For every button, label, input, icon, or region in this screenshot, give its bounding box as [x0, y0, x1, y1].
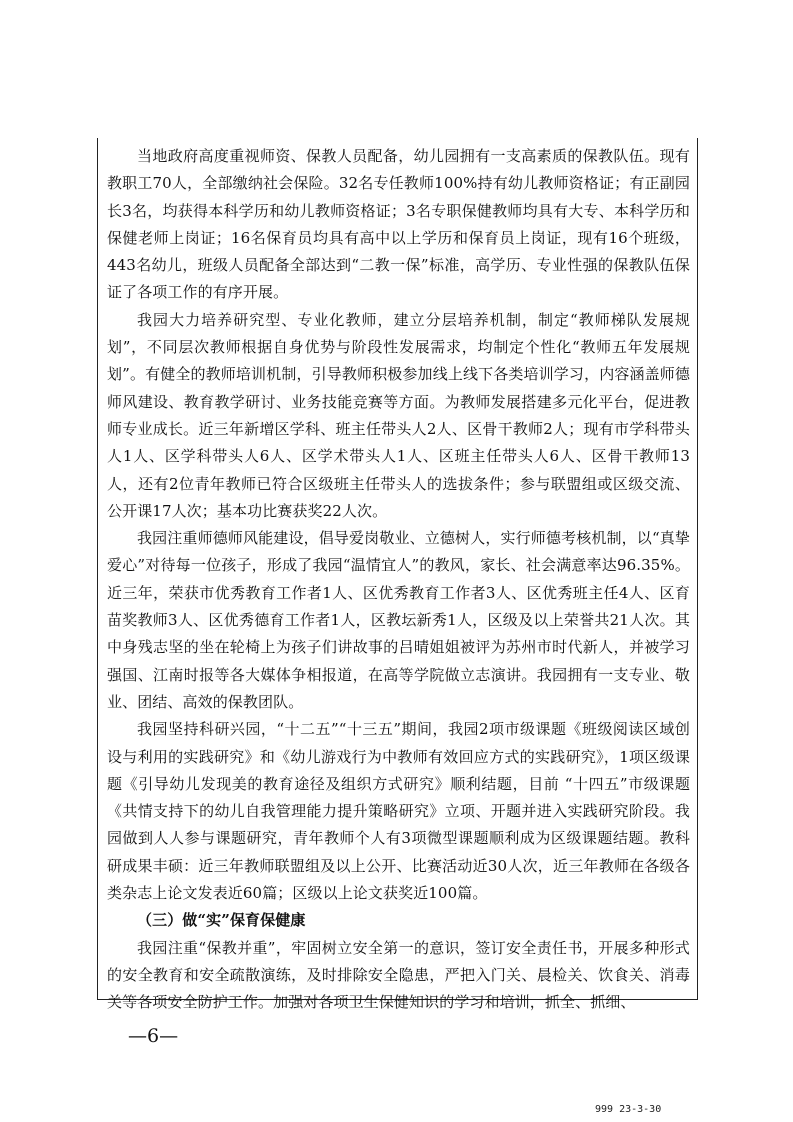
page-number: —6—	[128, 1025, 179, 1047]
print-stamp: 999 23-3-30	[595, 1104, 662, 1115]
section-heading: （三）做“实”保育保健康	[137, 911, 306, 930]
document-body	[107, 143, 690, 1017]
paragraph-ethics: 我园注重师德师风能建设，倡导爱岗敬业、立德树人，实行师德考核机制，以“真挚爱心”对待每一位孩子，形成了我园“温情宜人”的教风，家长、社会满意率达96.35%。近三年，荣获市优秀教育工作者1人、区优秀教育工作者3人、区优秀班主任4人、区育苗奖教师3人、区优秀德育工作者1人，区教坛新秀1人，区级及以上荣誉共21人次。其中身残志坚的坐在轮椅上为孩子们讲故事的吕晴姐姐被评为苏州市时代新人，并被学习强国、江南时报等各大媒体争相报道，在高等学院做立志演讲。我园拥有一支专业、敬业、团结、高效的保教团队。	[107, 529, 690, 711]
paragraph-research: 我园坚持科研兴园，“十二五”“十三五”期间，我园2项市级课题《班级阅读区域创设与利用的实践研究》和《幼儿游戏行为中教师有效回应方式的实践研究》，1项区级课题《引导幼儿发现美的教育途径及组织方式研究》顺利结题，目前 “十四五”市级课题《共情支持下的幼儿自我管理能力提升策略研究》立项、开题并进入实践研究阶段。我园做到人人参与课题研究，青年教师个人有3项微型课题顺利成为区级课题结题。教科研成果丰硕：近三年教师联盟组及以上公开、比赛活动近30人次，近三年教师在各级各类杂志上论文发表近60篇；区级以上论文获奖近100篇。	[107, 720, 690, 903]
paragraph-safety: 我园注重“保教并重”，牢固树立安全第一的意识，签订安全责任书，开展多种形式的安全教育和安全疏散演练，及时排除安全隐患，严把入门关、晨检关、饮食关、消毒关等各项安全防护工作。加强对各项卫生保健知识的学习和培训，抓全、抓细、	[107, 938, 690, 1012]
paragraph-staffing: 当地政府高度重视师资、保教人员配备，幼儿园拥有一支高素质的保教队伍。现有教职工70人，全部缴纳社会保险。32名专任教师100%持有幼儿教师资格证；有正副园长3名，均获得本科学历和幼儿教师资格证；3名专职保健教师均具有大专、本科学历和保健老师上岗证；16名保育员均具有高中以上学历和保育员上岗证，现有16个班级，443名幼儿，班级人员配备全部达到“二教一保”标准，高学历、专业性强的保教队伍保证了各项工作的有序开展。	[107, 147, 690, 302]
paragraph-teacher-training: 我园大力培养研究型、专业化教师，建立分层培养机制，制定“教师梯队发展规划”，不同层次教师根据自身优势与阶段性发展需求，均制定个性化“教师五年发展规划”。有健全的教师培训机制，引导教师积极参加线上线下各类培训学习，内容涵盖师德师风建设、教育教学研讨、业务技能竞赛等方面。为教师发展搭建多元化平台，促进教师专业成长。近三年新增区学科、班主任带头人2人、区骨干教师2人；现有市学科带头人1人、区学科带头人6人、区学术带头人1人、区班主任带头人6人、区骨干教师13人，还有2位青年教师已符合区级班主任带头人的选拔条件；参与联盟组或区级交流、公开课17人次；基本功比赛获奖22人次。	[107, 310, 690, 520]
